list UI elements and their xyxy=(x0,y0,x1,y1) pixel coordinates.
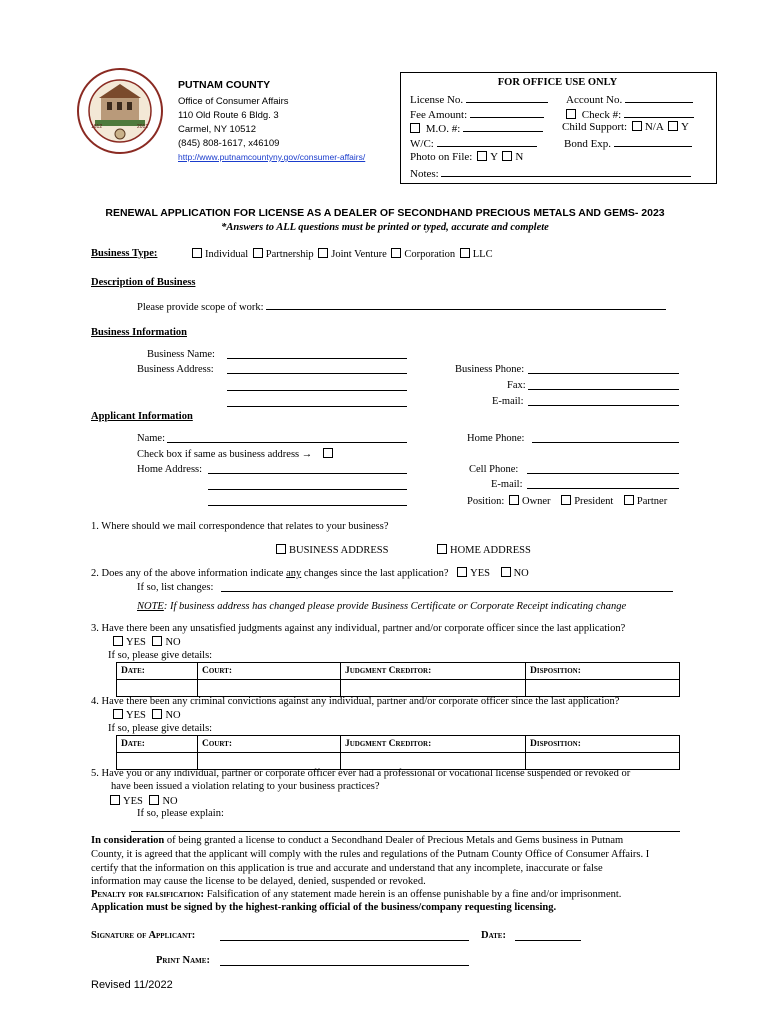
fax-label: Fax: xyxy=(507,380,526,391)
photo-n-checkbox[interactable] xyxy=(502,151,512,161)
description-heading: Description of Business xyxy=(91,277,196,288)
q2-no: NO xyxy=(513,568,529,579)
position-partner: Partner xyxy=(636,496,668,507)
home-address-field-3[interactable] xyxy=(208,505,407,506)
question-1: 1. Where should we mail correspondence that relates to your business? xyxy=(91,521,389,532)
home-address-field-2[interactable] xyxy=(208,489,407,490)
county-seal xyxy=(77,68,163,154)
business-email-field[interactable] xyxy=(528,405,679,406)
notes-field[interactable] xyxy=(441,166,691,177)
penalty-line xyxy=(91,889,621,900)
notes-row xyxy=(410,166,691,180)
q4-no-checkbox[interactable] xyxy=(152,709,162,719)
option-joint-venture: Joint Venture xyxy=(331,249,387,260)
scope-label: Please provide scope of work: xyxy=(137,302,264,313)
address-line-1: 110 Old Route 6 Bldg. 3 xyxy=(178,110,279,121)
q5-no: NO xyxy=(162,796,178,807)
business-name-label: Business Name: xyxy=(147,349,215,360)
q3-cell-disposition[interactable] xyxy=(526,680,680,697)
q4-cell-date[interactable] xyxy=(117,753,198,770)
check-row xyxy=(564,107,694,121)
option-individual: Individual xyxy=(205,249,249,260)
business-email-label: E-mail: xyxy=(492,396,524,407)
mo-row xyxy=(408,121,543,135)
address-line-2: Carmel, NY 10512 xyxy=(178,124,256,135)
q3-options xyxy=(111,636,181,648)
print-name-field[interactable] xyxy=(220,965,469,966)
q2-note-label: NOTE xyxy=(137,601,164,612)
child-support-na-checkbox[interactable] xyxy=(632,121,642,131)
q4-cell-disposition[interactable] xyxy=(526,753,680,770)
question-5-line-2: have been issued a violation relating to your business practices? xyxy=(111,781,380,792)
child-support-label: Child Support: xyxy=(562,121,628,133)
page-subtitle: *Answers to ALL questions must be printed or typed, accurate and complete xyxy=(221,222,549,233)
bond-row xyxy=(564,136,692,150)
q4-cell-court[interactable] xyxy=(198,753,341,770)
mo-label: M.O. #: xyxy=(425,123,461,135)
cell-phone-label: Cell Phone: xyxy=(469,464,519,475)
q1-home-checkbox[interactable] xyxy=(437,544,447,554)
position-row xyxy=(467,495,667,507)
mo-field[interactable] xyxy=(463,121,543,132)
penalty-text: Falsification of any statement made herein is an offense punishable by a fine and/or imprisonment. xyxy=(204,889,622,900)
partner-checkbox[interactable] xyxy=(624,495,634,505)
position-president: President xyxy=(574,496,614,507)
q4-col-creditor: Judgment Creditor: xyxy=(341,736,526,753)
q2-note-text: : If business address has changed please provide Business Certificate or Corporate Receipt indicating change xyxy=(163,601,627,612)
table-row xyxy=(117,753,680,770)
business-address-field-2[interactable] xyxy=(227,390,407,391)
home-address-label: Home Address: xyxy=(137,464,203,475)
mo-checkbox[interactable] xyxy=(410,123,420,133)
signature-field[interactable] xyxy=(220,940,469,941)
q4-details: If so, please give details: xyxy=(108,723,213,734)
consideration-text-1: of being granted a license to conduct a Secondhand Dealer of Precious Metals and Gems business in Putnam xyxy=(164,835,624,846)
question-5-line-1: 5. Have you or any individual, partner or corporate officer ever had a professional or vocational license suspended or revoked or xyxy=(91,768,631,779)
q3-yes-checkbox[interactable] xyxy=(113,636,123,646)
q5-options xyxy=(108,795,178,807)
business-name-field[interactable] xyxy=(227,358,407,359)
scope-field[interactable] xyxy=(266,299,666,310)
penalty-label: Penalty for falsification: xyxy=(91,889,205,900)
website-link[interactable]: http://www.putnamcountyny.gov/consumer-affairs/ xyxy=(178,152,366,162)
q4-table xyxy=(116,735,680,770)
llc-checkbox[interactable] xyxy=(460,248,470,258)
page-title: RENEWAL APPLICATION FOR LICENSE AS A DEALER OF SECONDHAND PRECIOUS METALS AND GEMS- 2023 xyxy=(105,207,665,219)
q4-yes: YES xyxy=(126,710,146,721)
q5-explain-field[interactable] xyxy=(131,831,680,832)
table-row xyxy=(117,680,680,697)
consideration-line-2: County, it is agreed that the applicant will comply with the rules and regulations of the Putnam County Office of Consumer Affairs. I xyxy=(91,849,650,860)
applicant-email-field[interactable] xyxy=(527,488,679,489)
seal-year-left: 1812 xyxy=(91,124,103,130)
same-address-label: Check box if same as business address → xyxy=(137,449,313,460)
fee-amount-field[interactable] xyxy=(470,107,544,118)
photo-row xyxy=(410,151,523,163)
q3-yes: YES xyxy=(126,637,146,648)
q2-note xyxy=(137,601,626,612)
q3-col-court: Court: xyxy=(198,663,341,680)
home-address-field-1[interactable] xyxy=(208,473,407,474)
q3-col-date: Date: xyxy=(117,663,198,680)
question-2 xyxy=(91,567,529,579)
table-row xyxy=(117,663,680,680)
q3-col-creditor: Judgment Creditor: xyxy=(341,663,526,680)
q4-col-court: Court: xyxy=(198,736,341,753)
q2-list-label: If so, list changes: xyxy=(137,582,214,593)
county-name: PUTNAM COUNTY xyxy=(178,79,271,91)
individual-checkbox[interactable] xyxy=(192,248,202,258)
q5-explain: If so, please explain: xyxy=(137,808,224,819)
q2-no-checkbox[interactable] xyxy=(501,567,511,577)
q1-business-option xyxy=(274,544,389,556)
q2-text-a: 2. Does any of the above information indicate xyxy=(91,568,287,579)
q3-cell-court[interactable] xyxy=(198,680,341,697)
print-name-label: Print Name: xyxy=(156,955,210,966)
wc-row xyxy=(410,136,537,150)
partnership-checkbox[interactable] xyxy=(253,248,263,258)
joint-venture-checkbox[interactable] xyxy=(318,248,328,258)
business-address-field-3[interactable] xyxy=(227,406,407,407)
fax-field[interactable] xyxy=(528,389,679,390)
position-owner: Owner xyxy=(521,496,551,507)
wc-field[interactable] xyxy=(437,136,537,147)
q1-business-label: BUSINESS ADDRESS xyxy=(289,545,389,556)
applicant-name-label: Name: xyxy=(137,433,165,444)
q3-col-disposition: Disposition: xyxy=(526,663,680,680)
same-address-row xyxy=(137,448,336,460)
bond-exp-field[interactable] xyxy=(614,136,692,147)
check-field[interactable] xyxy=(624,107,694,118)
question-3: 3. Have there been any unsatisfied judgments against any individual, partner and/or corporate officer since the last application? xyxy=(91,623,626,634)
account-no-row xyxy=(566,92,693,106)
home-phone-field[interactable] xyxy=(532,442,679,443)
bond-exp-label: Bond Exp. xyxy=(564,138,612,150)
date-field[interactable] xyxy=(515,940,581,941)
consideration-lead: In consideration xyxy=(91,835,165,846)
applicant-email-label: E-mail: xyxy=(491,479,523,490)
business-type-label: Business Type: xyxy=(91,248,158,259)
child-support-y-checkbox[interactable] xyxy=(668,121,678,131)
q3-cell-date[interactable] xyxy=(117,680,198,697)
consideration-line-4: information may cause the license to be delayed, denied, suspended or revoked. xyxy=(91,876,426,887)
corporation-checkbox[interactable] xyxy=(391,248,401,258)
applicant-name-field[interactable] xyxy=(167,442,407,443)
q1-home-option xyxy=(435,544,531,556)
q1-home-label: HOME ADDRESS xyxy=(450,545,531,556)
business-phone-field[interactable] xyxy=(528,373,679,374)
q3-table xyxy=(116,662,680,697)
license-no-row xyxy=(410,92,548,106)
license-no-label: License No. xyxy=(410,94,464,106)
q2-yes-checkbox[interactable] xyxy=(457,567,467,577)
seal-year-right: 2012 xyxy=(137,124,149,130)
business-address-label: Business Address: xyxy=(137,364,214,375)
office-use-title: FOR OFFICE USE ONLY xyxy=(497,77,618,88)
fee-row xyxy=(410,107,544,121)
q2-list-field[interactable] xyxy=(221,591,673,592)
business-address-field-1[interactable] xyxy=(227,373,407,374)
child-support-y: Y xyxy=(680,121,689,133)
home-phone-label: Home Phone: xyxy=(467,433,525,444)
revised-date: Revised 11/2022 xyxy=(91,979,173,991)
q5-yes-checkbox[interactable] xyxy=(110,795,120,805)
q4-cell-creditor[interactable] xyxy=(341,753,526,770)
q3-no: NO xyxy=(165,637,181,648)
q4-yes-checkbox[interactable] xyxy=(113,709,123,719)
check-label: Check #: xyxy=(581,109,622,121)
q4-no: NO xyxy=(165,710,181,721)
photo-y: Y xyxy=(490,151,498,163)
q4-col-date: Date: xyxy=(117,736,198,753)
applicant-info-heading: Applicant Information xyxy=(91,411,193,422)
consideration-line-3: certify that the information on this application is true and accurate and understand that any incomplete, inaccurate or false xyxy=(91,863,603,874)
signature-label: Signature of Applicant: xyxy=(91,930,196,941)
owner-checkbox[interactable] xyxy=(509,495,519,505)
same-address-checkbox[interactable] xyxy=(323,448,333,458)
q2-yes: YES xyxy=(470,568,490,579)
consideration-line-1 xyxy=(91,835,623,846)
option-corporation: Corporation xyxy=(404,249,456,260)
business-info-heading: Business Information xyxy=(91,327,187,338)
fee-amount-label: Fee Amount: xyxy=(410,109,468,121)
q2-text-b: changes since the last application? xyxy=(301,568,449,579)
photo-n: N xyxy=(515,151,524,163)
date-label: Date: xyxy=(481,930,506,941)
option-partnership: Partnership xyxy=(265,249,314,260)
president-checkbox[interactable] xyxy=(561,495,571,505)
wc-label: W/C: xyxy=(410,138,434,150)
signing-requirement: Application must be signed by the highest-ranking official of the business/company requesting licensing. xyxy=(91,902,557,913)
q1-business-checkbox[interactable] xyxy=(276,544,286,554)
check-checkbox[interactable] xyxy=(566,109,576,119)
business-type-options xyxy=(190,248,493,260)
child-support-row xyxy=(562,121,689,133)
q3-no-checkbox[interactable] xyxy=(152,636,162,646)
business-phone-label: Business Phone: xyxy=(455,364,525,375)
q4-col-disposition: Disposition: xyxy=(526,736,680,753)
scope-row xyxy=(137,299,666,313)
account-no-field[interactable] xyxy=(625,92,693,103)
table-row xyxy=(117,736,680,753)
q4-options xyxy=(111,709,181,721)
photo-y-checkbox[interactable] xyxy=(477,151,487,161)
photo-label: Photo on File: xyxy=(410,151,473,163)
q3-cell-creditor[interactable] xyxy=(341,680,526,697)
q5-yes: YES xyxy=(123,796,143,807)
q2-any: any xyxy=(286,568,302,579)
cell-phone-field[interactable] xyxy=(527,473,679,474)
license-no-field[interactable] xyxy=(466,92,548,103)
q3-details: If so, please give details: xyxy=(108,650,213,661)
notes-label: Notes: xyxy=(410,168,439,180)
account-no-label: Account No. xyxy=(566,94,623,106)
option-llc: LLC xyxy=(472,249,493,260)
position-label: Position: xyxy=(467,496,505,507)
question-4: 4. Have there been any criminal convictions against any individual, partner and/or corporate officer since the last application? xyxy=(91,696,620,707)
phone-number: (845) 808-1617, x46109 xyxy=(178,138,280,149)
office-name: Office of Consumer Affairs xyxy=(178,96,289,107)
child-support-na: N/A xyxy=(644,121,664,133)
q5-no-checkbox[interactable] xyxy=(149,795,159,805)
